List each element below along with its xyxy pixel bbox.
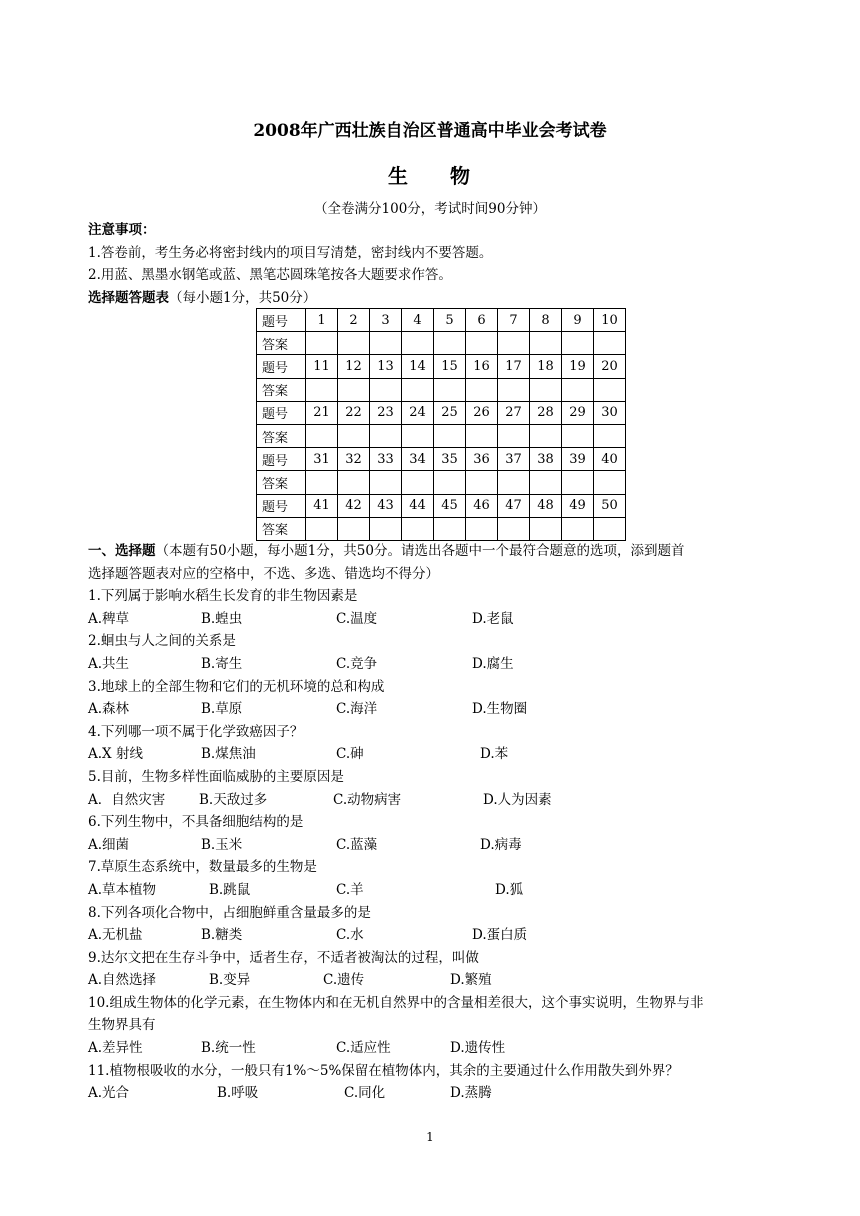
answer-cell[interactable] [562,424,594,447]
answer-cell[interactable] [306,471,338,494]
option-d: D.遗传性 [450,1040,506,1057]
answer-cell[interactable] [530,378,562,401]
answer-cell[interactable] [402,424,434,447]
answer-cell[interactable] [370,517,402,540]
questions-section [88,540,788,1105]
question-item [88,811,788,856]
question-number-cell: 32 [338,448,370,471]
question-number-cell: 46 [466,494,498,517]
option-c: C.竞争 [336,655,378,672]
answer-cell[interactable] [594,378,626,401]
question-number-cell: 43 [370,494,402,517]
answer-cell[interactable] [562,517,594,540]
question-number-cell: 48 [530,494,562,517]
option-a: A.草本植物 [88,881,157,898]
question-options [88,743,788,766]
question-item [88,992,788,1060]
section-heading [88,540,788,563]
question-list [88,585,788,1105]
option-c: C.砷 [336,746,364,763]
answer-cell[interactable] [338,332,370,355]
question-number-cell: 13 [370,355,402,378]
question-stem: 2.蛔虫与人之间的关系是 [88,633,236,650]
answer-cell[interactable] [370,424,402,447]
question-options [88,924,788,947]
question-stem: 5.目前，生物多样性面临威胁的主要原因是 [88,768,344,785]
answer-table-answer-row [257,517,626,540]
question-number-cell: 2 [338,309,370,332]
answer-cell[interactable] [594,517,626,540]
answer-cell[interactable] [466,517,498,540]
question-number-cell: 20 [594,355,626,378]
answer-table-title: 选择题答题表 [88,289,169,306]
question-stem: 7.草原生态系统中，数量最多的生物是 [88,859,317,876]
option-d: D.病毒 [480,836,522,853]
question-options [88,879,788,902]
notice-item: 1.答卷前，考生务必将密封线内的项目写清楚，密封线内不要答题。 [88,244,493,261]
option-c: C.水 [336,927,364,944]
answer-cell[interactable] [370,378,402,401]
question-number-cell: 40 [594,448,626,471]
option-d: D.生物圈 [472,701,528,718]
option-b: B.蝗虫 [201,610,243,627]
question-item [88,585,788,630]
section-title: 一、选择题 [88,543,156,559]
question-number-cell: 30 [594,401,626,424]
answer-cell[interactable] [370,471,402,494]
answer-cell[interactable] [434,378,466,401]
question-number-cell: 50 [594,494,626,517]
option-b: B.糖类 [201,927,243,944]
answer-cell[interactable] [530,471,562,494]
answer-cell[interactable] [306,332,338,355]
question-item [88,856,788,901]
option-c: C.同化 [344,1085,386,1102]
row-label-answer: 答案 [257,471,306,494]
answer-table-number-row [257,448,626,471]
question-options [88,969,788,992]
option-c: C.海洋 [336,701,378,718]
question-stem: 8.下列各项化合物中，占细胞鲜重含量最多的是 [88,904,371,921]
answer-cell[interactable] [306,424,338,447]
question-item [88,721,788,766]
answer-table [256,308,626,541]
question-number-cell: 14 [402,355,434,378]
question-number-cell: 9 [562,309,594,332]
question-number-cell: 27 [498,401,530,424]
score-note: （全卷满分100分，考试时间90分钟） [314,201,546,217]
question-number-cell: 8 [530,309,562,332]
row-label-number: 题号 [257,494,306,517]
answer-table-heading [88,287,788,310]
question-number-cell: 45 [434,494,466,517]
row-label-number: 题号 [257,355,306,378]
question-stem: 6.下列生物中，不具备细胞结构的是 [88,814,304,831]
answer-cell[interactable] [530,424,562,447]
option-b: B.煤焦油 [201,746,256,763]
answer-cell[interactable] [594,332,626,355]
question-number-cell: 24 [402,401,434,424]
answer-cell[interactable] [562,378,594,401]
row-label-answer: 答案 [257,378,306,401]
answer-cell[interactable] [434,471,466,494]
answer-cell[interactable] [594,424,626,447]
question-number-cell: 12 [338,355,370,378]
question-number-cell: 11 [306,355,338,378]
question-item [88,947,788,992]
question-item [88,630,788,675]
option-d: D.蛋白质 [472,927,528,944]
option-d: D.苯 [480,746,509,763]
row-label-number: 题号 [257,309,306,332]
answer-cell[interactable] [498,471,530,494]
question-stem: 3.地球上的全部生物和它们的无机环境的总和构成 [88,678,385,695]
question-number-cell: 33 [370,448,402,471]
question-options [88,698,788,721]
answer-table-number-row [257,309,626,332]
answer-cell[interactable] [338,471,370,494]
question-number-cell: 23 [370,401,402,424]
question-number-cell: 3 [370,309,402,332]
section-desc: （本题有50小题，每小题1分，共50分。请选出各题中一个最符合题意的选项，添到题首 [155,543,685,559]
option-d: D.老鼠 [472,610,514,627]
answer-table-answer-row [257,378,626,401]
option-c: C.羊 [336,881,364,898]
answer-cell[interactable] [498,424,530,447]
question-item [88,902,788,947]
answer-table-answer-row [257,471,626,494]
question-item [88,766,788,811]
option-b: B.跳鼠 [209,881,251,898]
answer-cell[interactable] [306,517,338,540]
option-c: C.遗传 [323,972,365,989]
answer-cell[interactable] [434,332,466,355]
question-number-cell: 28 [530,401,562,424]
option-c: C.动物病害 [333,791,402,808]
answer-cell[interactable] [498,378,530,401]
exam-title: 2008年广西壮族自治区普通高中毕业会考试卷 [253,121,607,141]
option-a: A.X 射线 [88,746,143,763]
notice-heading: 注意事项： [88,222,156,238]
question-number-cell: 5 [434,309,466,332]
option-d: D.蒸腾 [450,1085,492,1102]
option-a: A.光合 [88,1085,130,1102]
option-b: B.寄生 [201,655,243,672]
answer-cell[interactable] [498,332,530,355]
option-b: B.草原 [201,701,243,718]
answer-table-note: （每小题1分，共50分） [169,289,317,306]
answer-cell[interactable] [370,332,402,355]
question-number-cell: 4 [402,309,434,332]
option-a: A.森林 [88,701,130,718]
answer-table-answer-row [257,424,626,447]
question-options [88,1082,788,1105]
question-options [88,834,788,857]
row-label-number: 题号 [257,448,306,471]
question-options [88,653,788,676]
notice-item: 2.用蓝、黑墨水钢笔或蓝、黑笔芯圆珠笔按各大题要求作答。 [88,267,452,284]
answer-cell[interactable] [402,471,434,494]
notice-section [88,219,788,309]
row-label-answer: 答案 [257,332,306,355]
question-number-cell: 19 [562,355,594,378]
answer-table-number-row [257,494,626,517]
question-number-cell: 37 [498,448,530,471]
answer-cell[interactable] [402,378,434,401]
option-c: C.蓝藻 [336,836,378,853]
option-b: B.玉米 [201,836,243,853]
option-a: A．自然灾害 [88,791,166,808]
answer-table-number-row [257,355,626,378]
option-a: A.稗草 [88,610,130,627]
page-number: 1 [426,1130,434,1144]
subject-title [0,160,860,189]
question-number-cell: 34 [402,448,434,471]
question-item [88,676,788,721]
question-number-cell: 35 [434,448,466,471]
question-number-cell: 47 [498,494,530,517]
question-stem: 9.达尔文把在生存斗争中，适者生存，不适者被淘汰的过程，叫做 [88,949,479,966]
question-number-cell: 22 [338,401,370,424]
answer-cell[interactable] [530,517,562,540]
question-item [88,1060,788,1105]
option-a: A.细菌 [88,836,130,853]
option-d: D.繁殖 [450,972,492,989]
option-b: B.统一性 [201,1040,256,1057]
option-d: D.人为因素 [483,791,552,808]
option-a: A.自然选择 [88,972,157,989]
option-a: A.无机盐 [88,927,143,944]
question-stem: 4.下列哪一项不属于化学致癌因子？ [88,723,304,740]
subject-char-2: 物 [450,164,472,188]
option-d: D.狐 [495,881,524,898]
question-stem: 10.组成生物体的化学元素，在生物体内和在无机自然界中的含量相差很大，这个事实说明，生物界与非 [88,994,704,1011]
answer-cell[interactable] [402,517,434,540]
question-stem-cont: 生物界具有 [88,1017,156,1034]
option-b: B.呼吸 [217,1085,259,1102]
answer-cell[interactable] [466,378,498,401]
answer-cell[interactable] [434,517,466,540]
option-a: A.差异性 [88,1040,143,1057]
answer-cell[interactable] [562,332,594,355]
question-number-cell: 44 [402,494,434,517]
question-stem: 1.下列属于影响水稻生长发育的非生物因素是 [88,588,358,605]
question-number-cell: 42 [338,494,370,517]
question-number-cell: 26 [466,401,498,424]
answer-cell[interactable] [338,424,370,447]
question-number-cell: 36 [466,448,498,471]
row-label-answer: 答案 [257,424,306,447]
question-number-cell: 7 [498,309,530,332]
answer-cell[interactable] [498,517,530,540]
answer-cell[interactable] [306,378,338,401]
question-options [88,789,788,812]
option-b: B.天敌过多 [199,791,268,808]
question-number-cell: 1 [306,309,338,332]
question-stem: 11.植物根吸收的水分，一般只有1%～5%保留在植物体内，其余的主要通过什么作用散失到外界？ [88,1062,679,1079]
answer-table-number-row [257,401,626,424]
row-label-answer: 答案 [257,517,306,540]
question-number-cell: 29 [562,401,594,424]
subject-char-1: 生 [388,164,410,188]
question-number-cell: 21 [306,401,338,424]
answer-cell[interactable] [434,424,466,447]
question-number-cell: 31 [306,448,338,471]
question-options [88,608,788,631]
question-number-cell: 17 [498,355,530,378]
answer-cell[interactable] [530,332,562,355]
question-number-cell: 10 [594,309,626,332]
option-c: C.适应性 [336,1040,391,1057]
answer-cell[interactable] [338,517,370,540]
question-number-cell: 39 [562,448,594,471]
question-number-cell: 38 [530,448,562,471]
answer-cell[interactable] [402,332,434,355]
answer-cell[interactable] [466,471,498,494]
section-desc-cont: 选择题答题表对应的空格中，不选、多选、错选均不得分） [88,565,439,582]
option-c: C.温度 [336,610,378,627]
question-number-cell: 41 [306,494,338,517]
option-a: A.共生 [88,655,130,672]
question-number-cell: 18 [530,355,562,378]
question-number-cell: 25 [434,401,466,424]
answer-table-answer-row [257,332,626,355]
answer-cell[interactable] [466,424,498,447]
answer-cell[interactable] [594,471,626,494]
question-number-cell: 16 [466,355,498,378]
question-number-cell: 15 [434,355,466,378]
question-number-cell: 6 [466,309,498,332]
answer-cell[interactable] [562,471,594,494]
question-options [88,1037,788,1060]
option-b: B.变异 [209,972,251,989]
answer-cell[interactable] [338,378,370,401]
option-d: D.腐生 [472,655,514,672]
answer-cell[interactable] [466,332,498,355]
row-label-number: 题号 [257,401,306,424]
question-number-cell: 49 [562,494,594,517]
